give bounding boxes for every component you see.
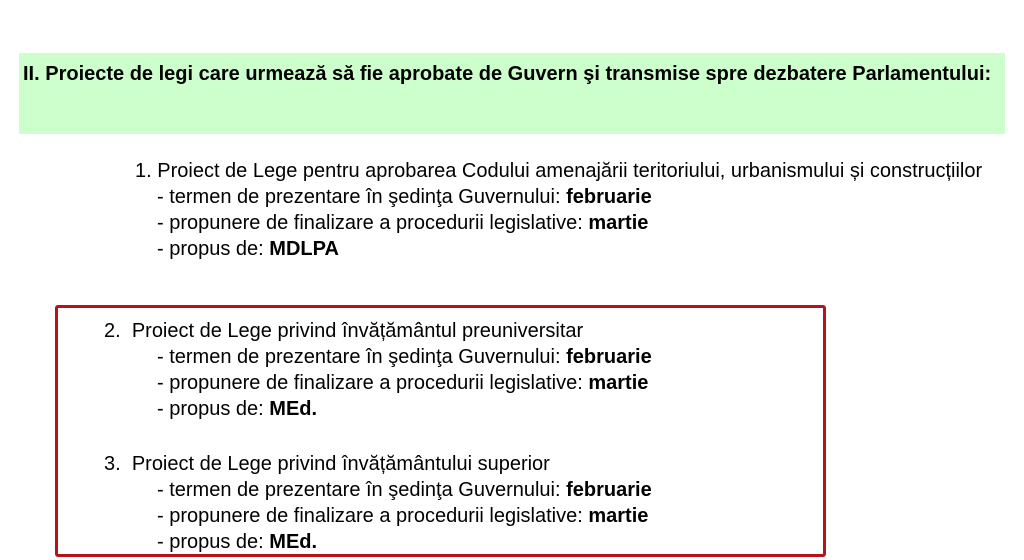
item-title xyxy=(71,158,1001,184)
finalize-label: - propunere de finalizare a procedurii legislative: xyxy=(157,212,589,234)
item-number: 3. xyxy=(104,453,121,475)
item-title xyxy=(104,451,804,477)
deadline-line xyxy=(104,477,804,503)
item-number: 2. xyxy=(104,320,121,342)
item-title-text: Proiect de Lege privind învățământul preuniversitar xyxy=(131,320,584,342)
item-number: 1. xyxy=(135,160,152,182)
finalize-line xyxy=(71,210,1001,236)
item-title xyxy=(104,318,804,344)
deadline-label: - termen de prezentare în şedinţa Guvernului: xyxy=(157,479,567,501)
deadline-line xyxy=(71,184,1001,210)
finalize-label: - propunere de finalizare a procedurii legislative: xyxy=(157,372,589,394)
deadline-value: februarie xyxy=(566,479,652,501)
finalize-value: martie xyxy=(588,372,649,394)
item-title-text: Proiect de Lege privind învățământului superior xyxy=(131,453,550,475)
finalize-value: martie xyxy=(588,212,649,234)
finalize-line xyxy=(104,503,804,529)
proposer-label: - propus de: xyxy=(157,531,270,553)
proposer-line xyxy=(71,236,1001,262)
proposer-value: MEd. xyxy=(269,531,318,553)
proposer-value: MEd. xyxy=(269,398,318,420)
finalize-value: martie xyxy=(588,505,649,527)
deadline-value: februarie xyxy=(566,346,652,368)
law-project-item xyxy=(71,158,1001,262)
deadline-label: - termen de prezentare în şedinţa Guvernului: xyxy=(157,346,567,368)
proposer-value: MDLPA xyxy=(269,238,339,260)
finalize-line xyxy=(104,370,804,396)
law-project-item xyxy=(104,451,804,555)
proposer-label: - propus de: xyxy=(157,238,270,260)
deadline-label: - termen de prezentare în şedinţa Guvernului: xyxy=(157,186,567,208)
section-heading: II. Proiecte de legi care urmează să fie aprobate de Guvern şi transmise spre dezbatere Parlamentului: xyxy=(19,53,1005,134)
proposer-line xyxy=(104,529,804,555)
proposer-label: - propus de: xyxy=(157,398,270,420)
item-title-text: Proiect de Lege pentru aprobarea Codului amenajării teritoriului, urbanismului și construcțiilor xyxy=(157,160,983,182)
law-project-item xyxy=(104,318,804,422)
proposer-line xyxy=(104,396,804,422)
deadline-value: februarie xyxy=(566,186,652,208)
finalize-label: - propunere de finalizare a procedurii legislative: xyxy=(157,505,589,527)
deadline-line xyxy=(104,344,804,370)
